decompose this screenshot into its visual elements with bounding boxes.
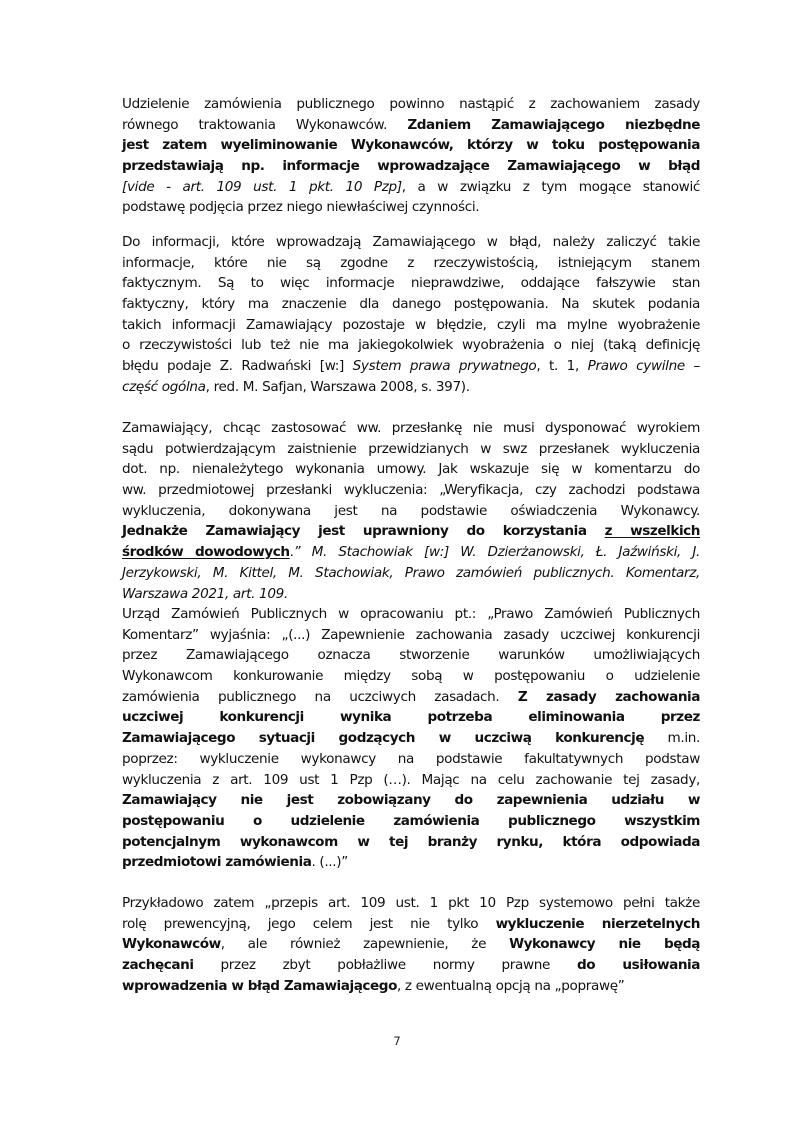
bold-text: wykluczenie nierzetelnych	[495, 915, 700, 932]
bold-text: uczciwej konkurencji wynika potrzeba eliminowania przez	[122, 709, 700, 726]
bold-text: z wszelkich	[604, 523, 700, 540]
paragraph-equal-treatment	[122, 94, 700, 218]
text-line	[122, 563, 700, 584]
page-number: 7	[393, 1034, 401, 1048]
bold-text: Z zasady zachowania	[517, 688, 700, 705]
text-line	[122, 480, 700, 501]
text-run: , z ewentualną opcją na „poprawę”	[396, 977, 625, 994]
bold-text: wprowadzenia w błąd Zamawiającego	[122, 977, 397, 994]
text-line	[122, 893, 700, 914]
text-line	[122, 459, 700, 480]
text-run: podstawę podjęcia przez niego niewłaściwej czynności.	[122, 199, 480, 216]
text-line	[122, 542, 700, 563]
text-line	[122, 811, 700, 832]
text-line	[122, 645, 700, 666]
text-line	[122, 335, 700, 356]
text-line	[122, 625, 700, 646]
bold-text: postępowaniu o udzielenie zamówienia publicznego wszystkim	[122, 812, 700, 829]
bold-text: Zdaniem Zamawiającego niezbędne	[407, 116, 700, 133]
text-run: dot. np. nienależytego wykonania umowy. Jak wskazuje się w komentarzu do	[122, 461, 700, 478]
text-run: faktycznym. Są to więc informacje nieprawdziwe, oddające fałszywie stan	[122, 275, 700, 292]
text-line	[122, 934, 700, 955]
text-line	[122, 418, 700, 439]
text-line	[122, 253, 700, 274]
text-line	[122, 232, 700, 253]
text-line	[122, 294, 700, 315]
text-run: zamówienia publicznego na uczciwych zasadach.	[122, 688, 518, 705]
text-run: równego traktowania Wykonawców.	[122, 116, 408, 133]
text-line	[122, 197, 700, 218]
text-run: sądu potwierdzającym zaistnienie przewidzianych w swz przesłanek wykluczenia	[122, 440, 700, 457]
text-run: faktyczny, który ma znaczenie dla danego postępowania. Na skutek podania	[122, 296, 700, 313]
text-run: Przykładowo zatem „przepis art. 109 ust. 1 pkt 10 Pzp systemowo pełni także	[122, 895, 700, 911]
text-run: m.in.	[644, 730, 701, 747]
text-line	[122, 356, 700, 377]
text-run: Wykonawcom konkurowanie między sobą w postępowaniu o udzielenie	[122, 668, 700, 685]
bold-text: przedstawiają np. informacje wprowadzające Zamawiającego w błąd	[122, 158, 700, 175]
text-line	[122, 914, 700, 935]
italic-text: Jerzykowski, M. Kittel, M. Stachowiak, Prawo zamówień publicznych. Komentarz,	[122, 564, 700, 581]
text-run: Udzielenie zamówienia publicznego powinno nastąpić z zachowaniem zasady	[122, 96, 700, 112]
text-line	[122, 273, 700, 294]
text-run: , ale również zapewnienie, że	[220, 936, 510, 953]
text-run: Do informacji, które wprowadzają Zamawiającego w błąd, należy zaliczyć takie	[122, 234, 700, 250]
text-run: ww. przedmiotowej przesłanki wykluczenia: „Weryfikacja, czy zachodzi podstawa	[122, 482, 700, 499]
text-run: , a w związku z tym mogące stanowić	[401, 178, 700, 195]
bold-text: Wykonawców	[122, 936, 221, 953]
text-line	[122, 955, 700, 976]
text-line	[122, 501, 700, 522]
paragraph-preventive-role	[122, 893, 700, 996]
text-run: przez zbyt pobłażliwe normy prawne	[193, 957, 577, 974]
italic-text: część ogólna	[122, 378, 206, 395]
text-line	[122, 521, 700, 542]
text-run: o rzeczywistości lub też nie ma jakiegokolwiek wyobrażenia o niej (taką definicję	[122, 337, 700, 354]
italic-text: ” M. Stachowiak [w:] W. Dzierżanowski, Ł. Jaźwiński, J.	[293, 544, 701, 561]
italic-text: Prawo cywilne –	[587, 358, 701, 375]
text-run: , red. M. Safjan, Warszawa 2008, s. 397).	[205, 378, 470, 395]
text-line	[122, 315, 700, 336]
text-line	[122, 976, 700, 997]
text-line	[122, 790, 700, 811]
paragraph-misleading-information	[122, 232, 700, 398]
text-line	[122, 115, 700, 136]
italic-text: Warszawa 2021, art. 109.	[122, 585, 288, 602]
text-run: rolę prewencyjną, jego celem jest nie tylko	[122, 915, 496, 932]
text-run: informacje, które nie są zgodne z rzeczywistością, istniejącym stanem	[122, 254, 700, 271]
text-line	[122, 584, 700, 605]
text-run: Zamawiający, chcąc zastosować ww. przesłankę nie musi dysponować wyrokiem	[122, 420, 700, 436]
text-line	[122, 832, 700, 853]
text-line	[122, 707, 700, 728]
text-run: .	[289, 544, 294, 561]
text-run: , t. 1,	[536, 358, 588, 375]
text-line	[122, 852, 700, 873]
text-line	[122, 666, 700, 687]
bold-text: Zamawiający nie jest zobowiązany do zapewnienia udziału w	[122, 792, 700, 809]
italic-text: [vide - art. 109 ust. 1 pkt. 10 Pzp]	[122, 178, 402, 195]
bold-text: przedmiotowi zamówienia	[122, 854, 312, 871]
text-run: poprzez: wykluczenie wykonawcy na podstawie fakultatywnych podstaw	[122, 750, 700, 767]
text-run: wykluczenia z art. 109 ust 1 Pzp (…). Mając na celu zachowanie tej zasady,	[122, 771, 700, 788]
text-run: przez Zamawiającego oznacza stworzenie warunków umożliwiających	[122, 647, 700, 664]
text-line	[122, 377, 700, 398]
text-line	[122, 687, 700, 708]
text-line	[122, 749, 700, 770]
bold-text: zachęcani	[122, 957, 194, 974]
text-line	[122, 94, 700, 115]
bold-text: jest zatem wyeliminowanie Wykonawców, którzy w toku postępowania	[122, 137, 700, 154]
text-line	[122, 156, 700, 177]
bold-text: do usiłowania	[576, 957, 700, 974]
text-line	[122, 135, 700, 156]
paragraph-uzp-commentary	[122, 604, 700, 873]
italic-text: System prawa prywatnego	[352, 358, 537, 375]
bold-text: Wykonawcy nie będą	[509, 936, 700, 953]
bold-text: Zamawiającego sytuacji godzących w uczciwą konkurencję	[122, 730, 645, 747]
bold-text: Jednakże Zamawiający jest uprawniony do korzystania	[122, 523, 605, 540]
bold-text: potencjalnym wykonawcom w tej branży rynku, która odpowiada	[122, 833, 700, 850]
text-line	[122, 439, 700, 460]
text-run: wykluczenia, dokonywana jest na podstawie oświadczenia Wykonawcy.	[122, 502, 700, 519]
text-run: Urząd Zamówień Publicznych w opracowaniu pt.: „Prawo Zamówień Publicznych	[122, 606, 700, 622]
text-run: błędu podaje Z. Radwański [w:]	[122, 358, 353, 375]
text-line	[122, 604, 700, 625]
text-line	[122, 728, 700, 749]
text-run: Komentarz” wyjaśnia: „(...) Zapewnienie zachowania zasady uczciwej konkurencji	[122, 626, 700, 643]
text-line	[122, 770, 700, 791]
bold-text: środków dowodowych	[122, 544, 290, 561]
text-run: takich informacji Zamawiający pozostaje w błędzie, czyli ma mylne wyobrażenie	[122, 316, 700, 333]
paragraph-evidence	[122, 418, 700, 604]
text-run: . (...)”	[311, 854, 348, 871]
text-line	[122, 177, 700, 198]
